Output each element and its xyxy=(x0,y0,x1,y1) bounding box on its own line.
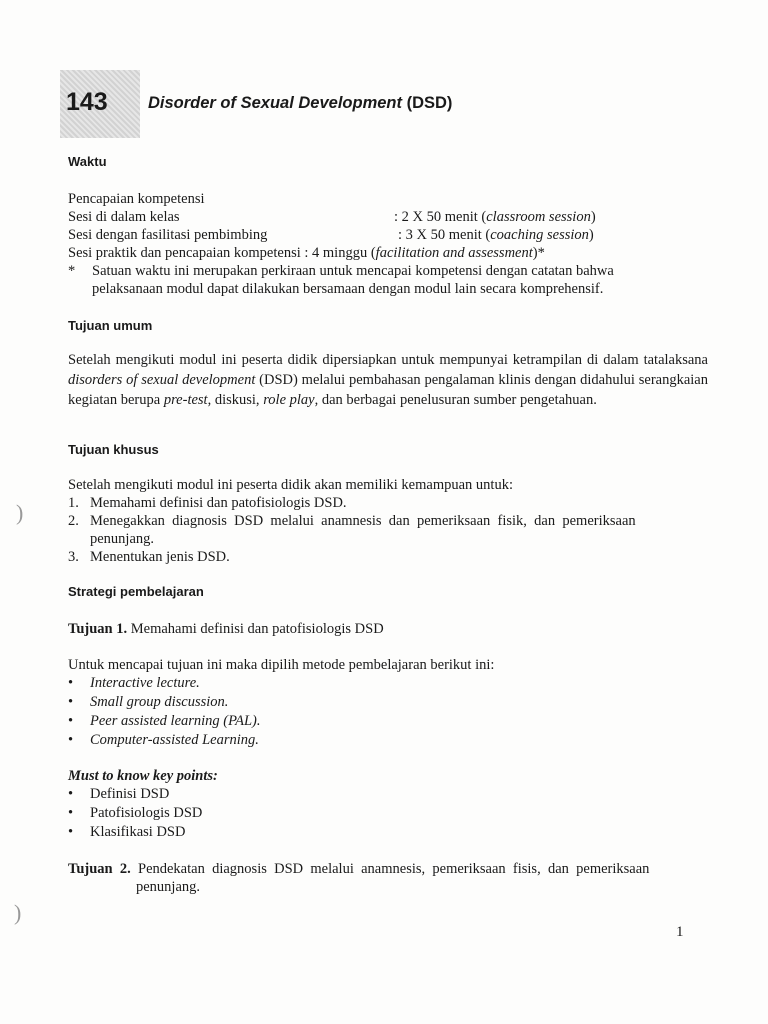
tujuan-khusus-intro: Setelah mengikuti modul ini peserta didik akan memiliki kemampuan untuk: xyxy=(68,477,513,493)
list-item xyxy=(68,785,169,803)
waktu-note-line2: pelaksanaan modul dapat dilakukan bersamaan dengan modul lain secara komprehensif. xyxy=(92,281,604,297)
praktik-italic: facilitation and assessment xyxy=(375,245,533,261)
waktu-row-value xyxy=(398,226,594,244)
list-item xyxy=(68,823,185,841)
list-item xyxy=(68,494,347,512)
list-number: 1. xyxy=(68,495,79,511)
list-item xyxy=(68,693,228,711)
list-text: Interactive lecture. xyxy=(90,675,200,691)
waktu-note-line1: Satuan waktu ini merupakan perkiraan untuk mencapai kompetensi dengan catatan bahwa xyxy=(92,263,614,279)
waktu-row-label: Sesi di dalam kelas xyxy=(68,209,180,225)
para-text: , diskusi, xyxy=(207,392,264,408)
para-italic: pre-test xyxy=(163,392,208,408)
list-item xyxy=(68,674,200,692)
bullet-icon: • xyxy=(68,675,74,691)
chapter-title xyxy=(148,94,452,113)
value-end: ) xyxy=(588,227,594,243)
tujuan1-label: Tujuan 1. xyxy=(68,621,128,637)
para-italic: role play xyxy=(263,392,315,408)
list-number: 2. xyxy=(68,513,79,529)
chapter-number: 143 xyxy=(66,88,108,116)
para-text: Setelah mengikuti modul ini peserta didik dipersiapkan untuk mempunyai ketrampilan di dalam tatalaksana xyxy=(68,352,708,368)
para-text: , dan berbagai penelusuran sumber pengetahuan. xyxy=(314,392,597,408)
value-end: ) xyxy=(590,209,596,225)
list-item xyxy=(68,712,261,730)
waktu-row-label: Sesi dengan fasilitasi pembimbing xyxy=(68,227,268,243)
list-item-continuation: penunjang. xyxy=(90,531,155,547)
key-points-heading: Must to know key points: xyxy=(68,768,218,784)
list-text: Small group discussion. xyxy=(90,694,229,710)
tujuan2-line xyxy=(68,860,649,878)
metode-intro: Untuk mencapai tujuan ini maka dipilih metode pembelajaran berikut ini: xyxy=(68,657,495,673)
list-text: Menentukan jenis DSD. xyxy=(90,549,230,565)
waktu-row-value xyxy=(394,208,596,226)
bullet-icon: • xyxy=(68,694,74,710)
tujuan-khusus-heading: Tujuan khusus xyxy=(68,442,159,457)
para-italic: disorders of sexual development xyxy=(68,372,256,388)
strategi-heading: Strategi pembelajaran xyxy=(68,584,204,599)
list-text: Patofisiologis DSD xyxy=(90,805,203,821)
bullet-icon: • xyxy=(68,713,74,729)
list-item xyxy=(68,731,259,749)
tujuan2-continuation: penunjang. xyxy=(136,879,201,895)
list-text: Memahami definisi dan patofisiologis DSD. xyxy=(90,495,347,511)
tujuan1-line xyxy=(68,620,384,638)
tujuan-umum-heading: Tujuan umum xyxy=(68,318,153,333)
list-item xyxy=(68,548,230,566)
waktu-row-kelas xyxy=(68,208,708,226)
scan-artifact-icon: ) xyxy=(16,500,24,525)
praktik-value: : 4 minggu ( xyxy=(300,245,376,261)
tujuan-umum-paragraph xyxy=(68,350,708,410)
tujuan1-text: Memahami definisi dan patofisiologis DSD xyxy=(127,621,384,637)
para-text: (DSD) melalui pembahasan pengalaman klinis dengan didahului serangkaian kegiatan berupa xyxy=(68,372,708,408)
waktu-row-pembimbing xyxy=(68,226,708,244)
bullet-icon: • xyxy=(68,824,74,840)
bullet-icon: • xyxy=(68,732,74,748)
waktu-row-praktik xyxy=(68,244,545,262)
bullet-icon: • xyxy=(68,805,74,821)
value-text: : 3 X 50 menit ( xyxy=(398,227,491,243)
chapter-title-suffix: (DSD) xyxy=(402,94,453,112)
value-text: : 2 X 50 menit ( xyxy=(394,209,487,225)
waktu-heading: Waktu xyxy=(68,154,107,169)
page-number: 1 xyxy=(676,924,684,940)
tujuan2-text: Pendekatan diagnosis DSD melalui anamnesis, pemeriksaan fisis, dan pemeriksaan xyxy=(130,861,650,877)
scan-artifact-icon: ) xyxy=(14,900,22,925)
praktik-end: )* xyxy=(532,245,545,261)
tujuan2-label: Tujuan 2. xyxy=(68,861,131,877)
waktu-note-star: * xyxy=(68,263,76,279)
list-text: Computer-assisted Learning. xyxy=(90,732,259,748)
list-text: Peer assisted learning (PAL). xyxy=(90,713,261,729)
list-text: Menegakkan diagnosis DSD melalui anamnesis dan pemeriksaan fisik, dan pemeriksaan xyxy=(90,513,636,529)
value-italic: classroom session xyxy=(486,209,591,225)
list-number: 3. xyxy=(68,549,79,565)
value-italic: coaching session xyxy=(490,227,589,243)
list-item xyxy=(68,804,202,822)
chapter-title-italic: Disorder of Sexual Development xyxy=(148,94,402,112)
bullet-icon: • xyxy=(68,786,74,802)
waktu-intro: Pencapaian kompetensi xyxy=(68,191,205,207)
list-text: Klasifikasi DSD xyxy=(90,824,186,840)
list-item xyxy=(68,512,708,530)
praktik-label: Sesi praktik dan pencapaian kompetensi xyxy=(68,245,301,261)
list-text: Definisi DSD xyxy=(90,786,170,802)
